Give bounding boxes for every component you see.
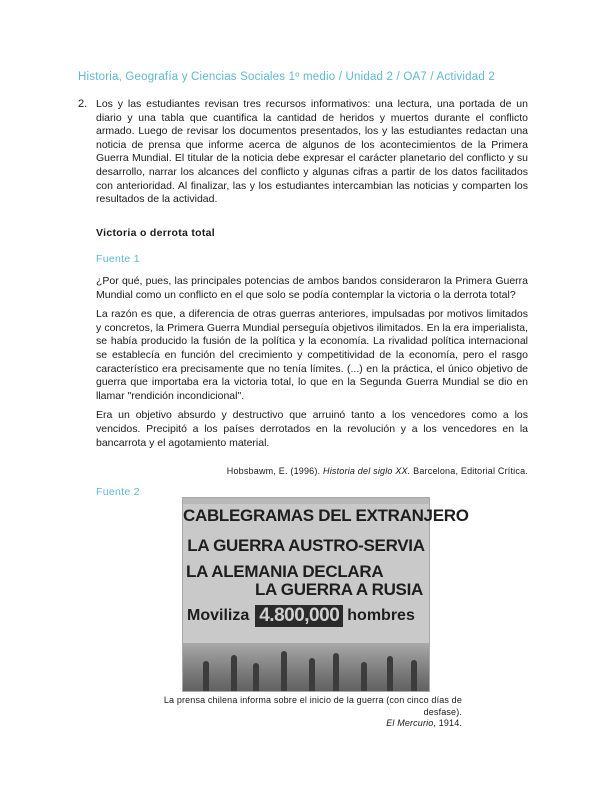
breadcrumb: Historia, Geografía y Ciencias Sociales 1º medio / Unidad 2 / OA7 / Actividad 2 [78,71,495,83]
source-1-paragraph: Era un objetivo absurdo y destructivo que arruinó tanto a los vencedores como a los vencidos. Precipitó a los países derrotados en la revolución y a los vencedores en la bancarrota y el agotamiento material. [96,409,528,449]
source-1-paragraph: ¿Por qué, pues, las principales potencias de ambos bandos consideraron la Primera Guerra Mundial como un conflicto en el que solo se podía contemplar la victoria o la derrota total? [96,275,528,301]
activity-number: 2. [78,98,88,110]
source-label-1: Fuente 1 [96,253,140,265]
newspaper-image [182,497,469,692]
source-label-2: Fuente 2 [96,486,140,498]
citation-publisher: Barcelona, Editorial Crítica. [413,466,528,476]
newspaper-photo [183,643,429,691]
newspaper-headline-2b: LA GUERRA A RUSIA [254,580,423,599]
activity-description: Los y las estudiantes revisan tres recursos informativos: una lectura, una portada de un diario y una tabla que cuantifica la cantidad de heridos y muertos durante el conflicto armado. Luego de revisar los documentos presentados, los y las estudiantes redactan una noticia de prensa que informe acerca de algunos de los acontecimientos de la Primera Guerra Mundial. El titular de la noticia debe expresar el carácter planetario del conflicto y su desarrollo, narrar los alcances del conflicto y algunas cifras a partir de los datos facilitados con anterioridad. Al finalizar, las y los estudiantes intercambian las noticias y comparten los resultados de la actividad. [96,98,528,206]
newspaper-number: 4.800,000 [255,605,343,627]
section-title: Victoria o derrota total [96,227,216,239]
source-1-citation [227,466,528,476]
caption-source: El Mercurio [386,718,434,728]
caption-year: , 1914. [433,718,462,728]
newspaper-headline-2a: LA ALEMANIA DECLARA [186,562,384,581]
newspaper-headline-1: LA GUERRA AUSTRO-SERVIA [187,536,425,555]
activity-item [78,98,528,207]
citation-title: Historia del siglo XX. [323,466,411,476]
newspaper-moviliza: Moviliza [187,607,250,624]
newspaper-subtext [183,526,429,532]
caption-text: La prensa chilena informa sobre el inicio de la guerra (con cinco días de desfase). [163,695,462,717]
newspaper-hombres: hombres [347,607,415,624]
newspaper-banner: CABLEGRAMAS DEL EXTRANJERO [183,506,469,525]
source-1-text [96,275,528,456]
image-caption [130,695,462,730]
citation-author: Hobsbawm, E. (1996). [226,466,321,476]
newspaper-headline-3 [183,605,429,627]
source-1-paragraph: La razón es que, a diferencia de otras guerras anteriores, impulsadas por motivos limitados y concretos, la Primera Guerra Mundial perseguía objetivos ilimitados. En la era imperialista, se había producido la fusión de la política y la economía. La rivalidad política internacional se establecía en función del crecimiento y competitividad de la economía, pero el rasgo característico era precisamente que no tenía límites. (...) en la práctica, el único objetivo de guerra que importaba era la victoria total, lo que en la Segunda Guerra Mundial se dio en llamar "rendición incondicional". [96,308,528,402]
newspaper-masthead-strip [183,498,429,504]
